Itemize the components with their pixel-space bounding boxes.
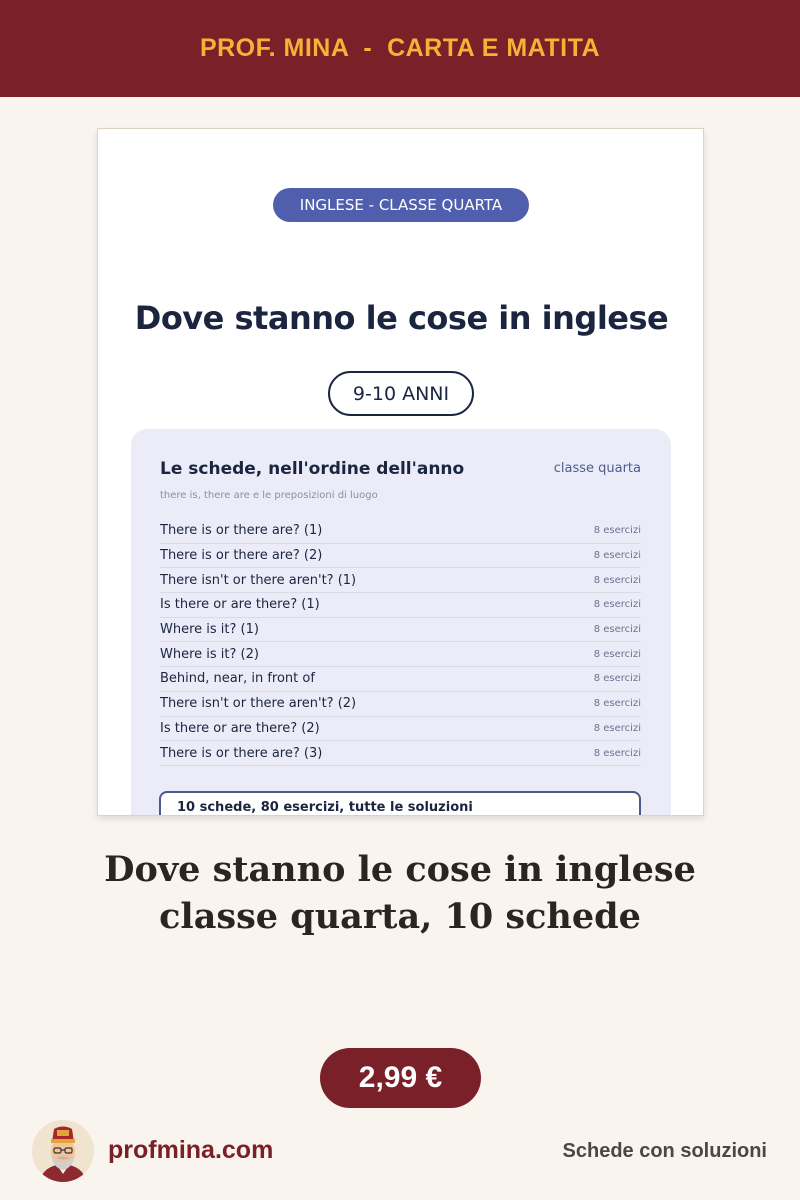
brand-title[interactable]: PROF. MINA - CARTA E MATITA	[199, 34, 601, 62]
item-title: Is there or are there? (2)	[160, 720, 320, 736]
panel-class-label: classe quarta	[553, 461, 641, 476]
list-item	[160, 618, 641, 643]
avatar-illustration	[32, 1120, 94, 1182]
item-count: 8 esercizi	[593, 599, 641, 611]
item-title: There isn't or there aren't? (2)	[160, 696, 357, 712]
product-cover-card[interactable]	[97, 128, 704, 816]
subject-badge: INGLESE - CLASSE QUARTA	[273, 188, 529, 222]
list-item	[160, 544, 641, 569]
item-count: 8 esercizi	[593, 747, 641, 759]
item-count: 8 esercizi	[593, 624, 641, 636]
list-item	[160, 717, 641, 742]
teacher-avatar-icon	[32, 1120, 94, 1182]
worksheet-list-panel	[131, 429, 671, 816]
item-title: Is there or are there? (1)	[160, 597, 320, 613]
item-count: 8 esercizi	[593, 574, 641, 586]
price-badge[interactable]: 2,99 €	[320, 1048, 481, 1108]
site-link[interactable]: profmina.com	[108, 1136, 274, 1164]
summary-box	[159, 791, 641, 816]
item-count: 8 esercizi	[593, 698, 641, 710]
list-item	[160, 667, 641, 692]
product-title[interactable]: Dove stanno le cose in inglese classe quarta, 10 schede	[104, 849, 696, 937]
item-title: There is or there are? (2)	[160, 548, 323, 564]
item-title: Behind, near, in front of	[160, 671, 315, 687]
item-count: 8 esercizi	[593, 525, 641, 537]
list-item	[160, 593, 641, 618]
list-item	[160, 741, 641, 766]
list-item	[160, 642, 641, 667]
item-count: 8 esercizi	[593, 673, 641, 685]
header-bar	[0, 0, 800, 97]
item-count: 8 esercizi	[593, 648, 641, 660]
cover-title: Dove stanno le cose in inglese	[134, 299, 669, 337]
panel-subtitle: there is, there are e le preposizioni di luogo	[160, 490, 378, 501]
panel-heading: Le schede, nell'ordine dell'anno	[160, 459, 465, 479]
list-item	[160, 692, 641, 717]
item-count: 8 esercizi	[593, 550, 641, 562]
item-title: There is or there are? (3)	[160, 745, 323, 761]
item-title: There isn't or there aren't? (1)	[160, 572, 357, 588]
item-title: Where is it? (2)	[160, 646, 259, 662]
worksheet-list	[160, 519, 641, 766]
item-title: There is or there are? (1)	[160, 523, 323, 539]
footer-tagline: Schede con soluzioni	[562, 1140, 767, 1162]
age-badge: 9-10 ANNI	[328, 371, 474, 416]
list-item	[160, 568, 641, 593]
summary-text: 10 schede, 80 esercizi, tutte le soluzioni	[177, 800, 473, 815]
item-count: 8 esercizi	[593, 722, 641, 734]
item-title: Where is it? (1)	[160, 622, 259, 638]
list-item	[160, 519, 641, 544]
